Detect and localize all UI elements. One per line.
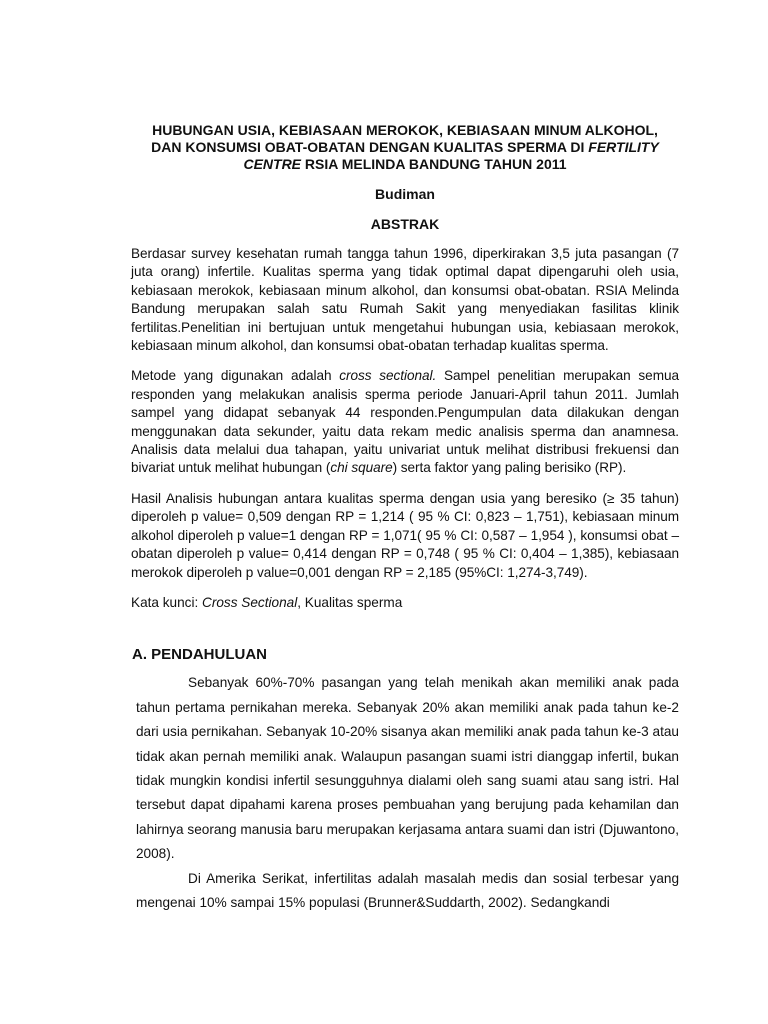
abstract-paragraph-1: Berdasar survey kesehatan rumah tangga tahun 1996, diperkirakan 3,5 juta pasangan (7 juta orang) infertile. Kualitas sperma yang tidak optimal dapat dipengaruhi oleh usia, kebiasaan merokok, kebiasaan minum alkohol, dan konsumsi obat-obatan. RSIA Melinda Bandung merupakan salah satu Rumah Sakit yang menyediakan fasilitas klinik fertilitas.Penelitian ini bertujuan untuk mengetahui hubungan usia, kebiasaan merokok, kebiasaan minum alkohol, dan konsumsi obat-obatan terhadap kualitas sperma. [131,246,679,354]
section-paragraph-2: Di Amerika Serikat, infertilitas adalah masalah medis dan sosial terbesar yang mengenai 10% sampai 15% populasi (Brunner&Suddarth, 2002). Sedangkandi [136,870,679,910]
abstract-paragraph-3: Hasil Analisis hubungan antara kualitas sperma dengan usia yang beresiko (≥ 35 tahun) diperoleh p value= 0,509 dengan RP = 1,214 ( 95 % CI: 0,823 – 1,751), kebiasaan minum alkohol diperoleh p value=1 dengan RP = 1,071( 95 % CI: 0,587 – 1,954 ), konsumsi obat – obatan diperoleh p value= 0,414 dengan RP = 0,748 ( 95 % CI: 0,404 – 1,385), kebiasaan merokok diperoleh p value=0,001 dengan RP = 2,185 (95%CI: 1,274-3,749). [131,490,679,580]
abstract-heading: ABSTRAK [370,216,440,232]
title-centre-italic: CENTRE [243,156,302,172]
abstract-p2-text-e: ) serta faktor yang paling berisiko (RP). [392,460,627,476]
title-line-3: RSIA MELINDA BANDUNG TAHUN 2011 [301,156,567,172]
title-line-2: DAN KONSUMSI OBAT-OBATAN DENGAN KUALITAS SPERMA DI [151,139,589,155]
section-paragraph-1: Sebanyak 60%-70% pasangan yang telah menikah akan memiliki anak pada tahun pertama pernikahan mereka. Sebanyak 20% akan memiliki anak pada tahun ke-2 dari usia pernikahan. Sebanyak 10-20% sisanya akan memiliki anak pada tahun ke-3 atau tidak akan pernah memiliki anak. Walaupun pasangan suami istri dianggap infertil, bukan tidak mungkin kondisi infertil sesungguhnya dialami oleh sang suami atau sang istri. Hal tersebut dapat dipahami karena proses pembuahan yang berujung pada kehamilan dan lahirnya seorang manusia baru merupakan kerjasama antara suami dan istri (Djuwantono, 2008). [136,675,679,862]
keywords-italic: Cross Sectional [202,594,298,610]
abstract-p2-italic-cross-sectional: cross sectional. [339,368,437,384]
title-line-1: HUBUNGAN USIA, KEBIASAAN MEROKOK, KEBIASAAN MINUM ALKOHOL, [152,122,658,138]
abstract-p2-italic-chi-square: chi square [330,460,393,476]
author-name: Budiman [375,186,435,202]
document-page [131,122,679,915]
keywords-line [131,594,679,612]
abstract-p2-text-a: Metode yang digunakan adalah [131,368,340,384]
abstract-paragraph-2 [131,367,679,477]
paper-title [125,122,685,173]
abstract-p2-text-c: Sampel penelitian merupakan semua responden yang melakukan analisis sperma periode Januari-April tahun 2011. Jumlah sampel yang didapat sebanyak 44 responden.Pengumpulan data dilakukan dengan menggunakan data sekunder, yaitu data rekam medic analisis sperma dan anamnesa. Analisis data melalui dua tahapan, yaitu univariat untuk melihat distribusi frekuensi dan bivariat untuk melihat hubungan ( [131,368,679,476]
section-heading: A. PENDAHULUAN [132,646,267,664]
title-fertility-italic: FERTILITY [588,139,659,155]
keywords-label: Kata kunci: [131,594,203,610]
keywords-rest: , Kualitas sperma [297,594,403,610]
